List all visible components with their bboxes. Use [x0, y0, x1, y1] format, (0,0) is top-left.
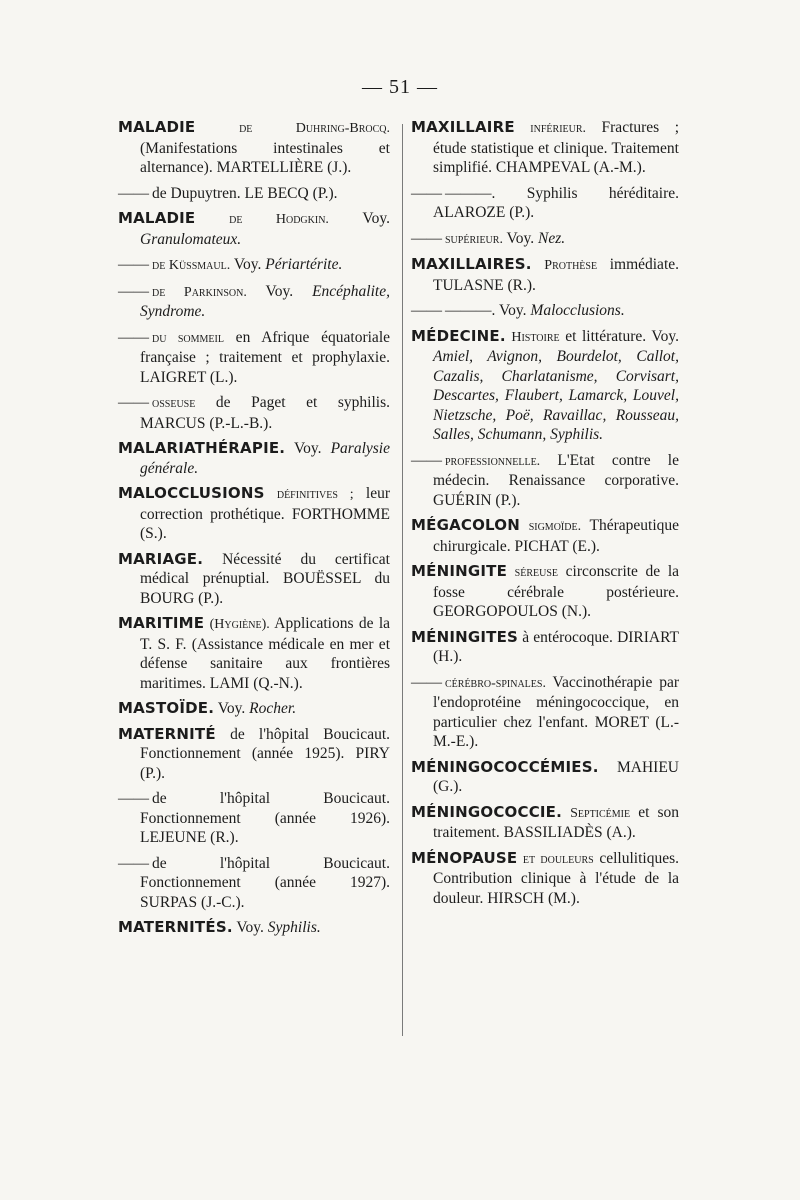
- entry-text: de l'hôpital Boucicaut. Fonctionnement (année 1926). LEJEUNE (R.).: [140, 790, 390, 846]
- repeat-dash: ——: [118, 394, 149, 411]
- entry-text: de Dupuytren. LE BECQ (P.).: [152, 184, 338, 202]
- index-entry: [411, 301, 679, 321]
- entry-text: Voy.: [230, 256, 262, 273]
- entry-text: (Manifestations intestinales et alternance). MARTELLIÈRE (J.).: [140, 139, 390, 176]
- left-column: [118, 118, 390, 944]
- index-entry: [411, 451, 679, 511]
- entry-qualifier: de Duhring-Brocq.: [239, 121, 390, 136]
- repeat-dash: ——: [118, 282, 149, 300]
- index-entry: [411, 758, 679, 797]
- entry-qualifier: Septicémie: [570, 805, 631, 821]
- repeat-dash: ——: [118, 790, 149, 807]
- entry-headword: MÉGACOLON: [411, 516, 520, 534]
- entry-qualifier: osseuse: [152, 396, 196, 411]
- entry-qualifier: inférieur.: [530, 121, 587, 136]
- entry-qualifier: cérébro-spinales.: [445, 675, 546, 691]
- entry-headword: MATERNITÉ: [118, 724, 216, 743]
- entry-text: Voy.: [293, 440, 322, 457]
- entry-headword: MALOCCLUSIONS: [118, 484, 265, 502]
- entry-qualifier: de Parkinson.: [152, 284, 247, 300]
- entry-text: L'Etat contre le médecin. Renaissance corporative. GUÉRIN (P.).: [433, 451, 679, 509]
- entry-headword: MARIAGE.: [118, 549, 204, 568]
- entry-crossref: Rocher.: [245, 700, 297, 717]
- entry-headword: MARITIME: [118, 614, 205, 632]
- entry-headword: MASTOÏDE.: [118, 699, 215, 717]
- entry-text: Voy.: [217, 700, 246, 717]
- entry-qualifier: définitives ;: [276, 487, 354, 502]
- index-entry: [411, 184, 679, 223]
- index-entry: [411, 628, 679, 667]
- index-entry: [118, 439, 390, 478]
- entry-crossref: Périartérite.: [261, 256, 343, 273]
- index-entry: [118, 282, 390, 322]
- entry-qualifier: Histoire: [511, 329, 560, 345]
- index-entry: [118, 393, 390, 433]
- column-divider: [402, 124, 403, 1036]
- index-entry: [411, 562, 679, 622]
- entry-headword: MALARIATHÉRAPIE.: [118, 439, 286, 457]
- repeat-dash: ——: [411, 184, 442, 202]
- entry-qualifier: et douleurs: [522, 851, 594, 867]
- entry-qualifier: du sommeil: [152, 330, 224, 346]
- entry-text: Fractures ; étude statistique et clinique. Traitement simplifié. CHAMPEVAL (A.-M.).: [433, 119, 679, 176]
- repeat-dash: ——: [411, 673, 442, 691]
- index-entry: [118, 209, 390, 249]
- index-entry: [411, 849, 679, 909]
- entry-headword: MÉNINGOCOCCIE.: [411, 802, 563, 821]
- entry-qualifier: (Hygiène).: [209, 617, 270, 632]
- index-entry: [118, 854, 390, 913]
- index-entry: [411, 327, 679, 445]
- page-number: — 51 —: [362, 76, 438, 98]
- index-entry: [118, 255, 390, 276]
- entry-text: Vaccinothérapie par l'endoprotéine méningococcique, en particulier chez l'enfant. MORET (L.-M.-E.).: [433, 673, 679, 750]
- entry-crossref: Malocclusions.: [526, 302, 625, 319]
- entry-text: Voy.: [246, 282, 294, 300]
- index-entry: [118, 725, 390, 784]
- right-column: [411, 118, 679, 914]
- entry-text: immédiate. TULASNE (R.).: [433, 256, 679, 294]
- entry-qualifier: supérieur.: [445, 231, 503, 247]
- entry-text: ———. Voy.: [445, 302, 527, 319]
- index-entry: [411, 803, 679, 843]
- entry-headword: MALADIE: [118, 209, 196, 227]
- index-entry: [118, 118, 390, 178]
- entry-text: et littérature. Voy.: [559, 327, 679, 345]
- repeat-dash: ——: [118, 328, 149, 346]
- repeat-dash: ——: [118, 184, 149, 202]
- repeat-dash: ——: [411, 451, 442, 469]
- entry-text: à entérocoque. DIRIART (H.).: [433, 628, 680, 665]
- entry-text: Voy.: [236, 919, 264, 936]
- entry-text: leur correction prothétique. FORTHOMME (S.).: [140, 485, 390, 542]
- entry-crossref: Amiel, Avignon, Bourdelot, Callot, Cazalis, Charlatanisme, Corvisart, Descartes, Flaubert, Lamarck, Louvel, Nietzsche, Poë, Ravaillac, Rousseau, Salles, Schumann, Syphilis.: [433, 348, 679, 443]
- entry-qualifier: professionnelle.: [445, 453, 541, 469]
- entry-headword: MALADIE: [118, 118, 196, 136]
- entry-text: et son traitement. BASSILIADÈS (A.).: [433, 803, 679, 841]
- index-entry: [118, 484, 390, 544]
- entry-headword: MÉNINGITE: [411, 562, 508, 580]
- entry-headword: MÉNOPAUSE: [411, 848, 518, 867]
- entry-text: Voy.: [328, 210, 390, 227]
- repeat-dash: ——: [118, 256, 149, 273]
- entry-qualifier: de Küssmaul.: [152, 258, 231, 273]
- entry-headword: MÉNINGOCOCCÉMIES.: [411, 757, 599, 776]
- entry-crossref: Nez.: [534, 229, 566, 247]
- entry-text: Thérapeutique chirurgicale. PICHAT (E.).: [433, 517, 680, 555]
- index-entry: [411, 673, 679, 752]
- index-entry: [118, 328, 390, 388]
- entry-headword: MÉNINGITES: [411, 627, 519, 646]
- entry-text: Nécessité du certificat médical prénuptial. BOUËSSEL du BOURG (P.).: [140, 550, 390, 607]
- entry-headword: MAXILLAIRES.: [411, 255, 532, 273]
- entry-headword: MATERNITÉS.: [118, 918, 233, 936]
- index-entry: [118, 550, 390, 609]
- entry-qualifier: séreuse: [514, 565, 559, 580]
- entry-crossref: Syphilis.: [263, 919, 321, 936]
- index-entry: [118, 789, 390, 848]
- entry-crossref: Encéphalite, Syndrome.: [140, 282, 390, 320]
- repeat-dash: ——: [411, 302, 442, 319]
- index-entry: [118, 699, 390, 719]
- index-entry: [411, 229, 679, 250]
- repeat-dash: ——: [411, 229, 442, 247]
- entry-text: Applications de la T. S. F. (Assistance médicale en mer et défense sanitaire aux frontières maritimes. LAMI (Q.-N.).: [140, 615, 391, 692]
- entry-crossref: Paralysie générale.: [140, 440, 390, 477]
- entry-text: en Afrique équatoriale française ; traitement et prophylaxie. LAIGRET (L.).: [140, 328, 391, 386]
- entry-text: cellulitiques. Contribution clinique à l'étude de la douleur. HIRSCH (M.).: [433, 849, 679, 907]
- entry-text: de l'hôpital Boucicaut. Fonctionnement (année 1925). PIRY (P.).: [140, 725, 391, 782]
- index-entry: [118, 614, 390, 693]
- index-entry: [411, 516, 679, 556]
- index-entry: [411, 118, 679, 178]
- index-entry: [411, 255, 679, 295]
- entry-text: circonscrite de la fosse cérébrale postérieure. GEORGOPOULOS (N.).: [433, 563, 679, 620]
- entry-qualifier: Prothèse: [544, 258, 598, 273]
- entry-text: ———. Syphilis héréditaire. ALAROZE (P.).: [433, 184, 679, 221]
- entry-text: Voy.: [502, 229, 535, 247]
- entry-text: de l'hôpital Boucicaut. Fonctionnement (année 1927). SURPAS (J.-C.).: [140, 854, 390, 911]
- entry-headword: MÉDECINE.: [411, 326, 506, 345]
- entry-qualifier: de Hodgkin.: [229, 212, 329, 227]
- entry-text: MAHIEU (G.).: [433, 758, 679, 795]
- entry-qualifier: sigmoïde.: [528, 519, 582, 534]
- repeat-dash: ——: [118, 854, 149, 872]
- index-entry: [118, 184, 390, 204]
- entry-headword: MAXILLAIRE: [411, 118, 515, 136]
- entry-text: de Paget et syphilis. MARCUS (P.-L.-B.).: [140, 394, 390, 432]
- index-entry: [118, 918, 390, 938]
- entry-crossref: Granulomateux.: [140, 230, 242, 248]
